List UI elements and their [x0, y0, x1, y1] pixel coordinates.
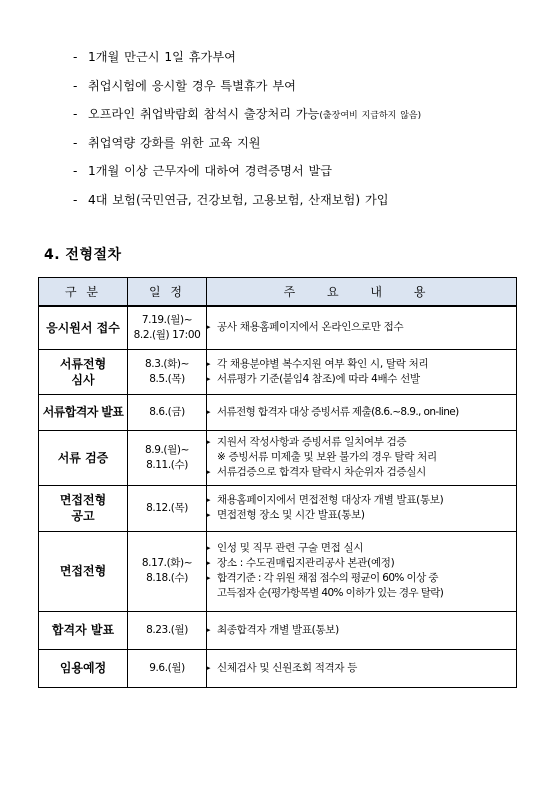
- stage-content: [207, 649, 517, 687]
- table-row: [39, 649, 517, 687]
- triangle-bullet-icon: ▸: [207, 323, 211, 332]
- content-text: 서류전형 합격자 대상 증빙서류 제출(8.6.~8.9., on-line): [217, 405, 459, 418]
- content-text: 고득점자 순(평가항목별 40% 이하가 있는 경우 탈락): [217, 587, 444, 599]
- content-text: 면접전형 장소 및 시간 발표(통보): [217, 509, 365, 521]
- content-item: [207, 357, 516, 372]
- stage-date: [128, 611, 207, 649]
- list-item: [73, 134, 421, 163]
- stage-content: [207, 394, 517, 430]
- dash-marker: -: [73, 78, 78, 93]
- benefit-text: 1개월 만근시 1일 휴가부여: [88, 50, 236, 64]
- stage-name-line: 임용예정: [59, 661, 107, 675]
- content-item: [207, 661, 516, 676]
- date-line: 8.2.(월) 17:00: [133, 328, 201, 341]
- stage-name-line: 서류전형: [59, 356, 107, 371]
- stage-content: [207, 349, 517, 394]
- benefit-text: 취업역량 강화를 위한 교육 지원: [88, 135, 261, 150]
- content-text: 지원서 작성사항과 증빙서류 일치여부 검증: [217, 436, 407, 448]
- benefits-list: [73, 48, 421, 219]
- benefit-text: 취업시험에 응시할 경우 특별휴가 부여: [88, 78, 296, 93]
- content-text: 합격기준 : 각 위원 채점 점수의 평균이 60% 이상 중: [217, 572, 438, 584]
- list-item: [73, 162, 421, 191]
- content-item: [207, 556, 516, 571]
- content-item: [207, 372, 516, 387]
- table-row: [39, 306, 517, 349]
- stage-name: [39, 649, 128, 687]
- content-text: 채용홈페이지에서 면접전형 대상자 개별 발표(통보): [217, 494, 444, 506]
- content-item: [207, 508, 516, 523]
- stage-name: [39, 611, 128, 649]
- content-item: [207, 435, 516, 450]
- content-item: [207, 571, 516, 586]
- header-schedule: 일 정: [128, 278, 207, 307]
- triangle-bullet-icon: ▸: [207, 574, 211, 582]
- triangle-bullet-icon: ▸: [207, 559, 211, 567]
- date-line: 8.11.(수): [146, 458, 188, 471]
- triangle-bullet-icon: ▸: [207, 359, 211, 368]
- stage-name-line: 응시원서 접수: [46, 320, 120, 335]
- benefit-note: (출장여비 지급하지 않음): [319, 111, 422, 121]
- list-item: [73, 77, 421, 106]
- dash-marker: -: [73, 50, 78, 64]
- content-note: ※ 증빙서류 미제출 및 보완 불가의 경우 탈락 처리: [217, 451, 437, 463]
- triangle-bullet-icon: ▸: [207, 468, 211, 476]
- table-header-row: [39, 278, 517, 307]
- date-line: 8.18.(수): [146, 572, 188, 584]
- stage-content: [207, 306, 517, 349]
- stage-name: [39, 531, 128, 611]
- stage-date: [128, 349, 207, 394]
- list-item: [73, 48, 421, 77]
- triangle-bullet-icon: ▸: [207, 625, 211, 634]
- content-text: 인성 및 직무 관련 구술 면접 실시: [217, 542, 364, 554]
- stage-name-line: 공고: [71, 509, 95, 523]
- content-text: 각 채용분야별 복수지원 여부 확인 시, 탈락 처리: [217, 357, 429, 370]
- benefit-text: 1개월 이상 근무자에 대하여 경력증명서 발급: [88, 164, 333, 178]
- triangle-bullet-icon: ▸: [207, 511, 211, 519]
- triangle-bullet-icon: ▸: [207, 544, 211, 552]
- stage-date: [128, 394, 207, 430]
- stage-name-line: 서류 검증: [57, 450, 109, 465]
- selection-procedure-table: [38, 277, 517, 688]
- stage-name: [39, 430, 128, 485]
- content-item: [207, 450, 516, 465]
- stage-content: [207, 485, 517, 531]
- content-text: 최종합격자 개별 발표(통보): [217, 623, 339, 636]
- triangle-bullet-icon: ▸: [207, 374, 211, 383]
- content-item: [207, 493, 516, 508]
- stage-content: [207, 611, 517, 649]
- triangle-bullet-icon: ▸: [207, 407, 211, 416]
- stage-date: [128, 531, 207, 611]
- content-text: 장소 : 수도권매립지관리공사 본관(예정): [217, 557, 395, 569]
- benefit-text: 4대 보험(국민연금, 건강보험, 고용보험, 산재보험) 가입: [88, 192, 389, 207]
- content-text: 서류검증으로 합격자 탈락시 차순위자 검증실시: [217, 466, 427, 478]
- stage-name: [39, 349, 128, 394]
- list-item: [73, 105, 421, 134]
- stage-name-line: 심사: [71, 372, 95, 387]
- content-item: [207, 623, 516, 638]
- stage-name-line: 면접전형: [59, 564, 107, 578]
- date-line: 8.17.(화)~: [141, 557, 193, 569]
- table-row: [39, 485, 517, 531]
- content-item: [207, 405, 516, 420]
- dash-marker: -: [73, 135, 78, 150]
- table-row: [39, 611, 517, 649]
- date-line: 8.12.(목): [146, 501, 188, 514]
- stage-name-line: 서류합격자 발표: [42, 405, 124, 419]
- stage-date: [128, 430, 207, 485]
- content-item: [207, 465, 516, 480]
- dash-marker: -: [73, 107, 78, 121]
- stage-date: [128, 485, 207, 531]
- date-line: 8.9.(월)~: [145, 443, 189, 456]
- stage-content: [207, 531, 517, 611]
- content-text: 공사 채용홈페이지에서 온라인으로만 접수: [217, 321, 404, 334]
- stage-name: [39, 394, 128, 430]
- date-line: 8.3.(화)~: [145, 357, 189, 370]
- stage-name: [39, 306, 128, 349]
- table-row: [39, 349, 517, 394]
- content-item: [207, 586, 516, 601]
- triangle-bullet-icon: ▸: [207, 663, 211, 672]
- date-line: 9.6.(월): [149, 661, 185, 674]
- date-line: 8.23.(월): [146, 623, 188, 636]
- triangle-bullet-icon: ▸: [207, 438, 211, 446]
- stage-name: [39, 485, 128, 531]
- stage-content: [207, 430, 517, 485]
- table-row: [39, 394, 517, 430]
- table-row: [39, 430, 517, 485]
- section-title: 4. 전형절차: [44, 247, 122, 263]
- date-line: 8.6.(금): [149, 405, 185, 418]
- header-content: 주 요 내 용: [207, 278, 517, 307]
- stage-date: [128, 306, 207, 349]
- list-item: [73, 191, 421, 220]
- benefit-text: 오프라인 취업박람회 참석시 출장처리 가능: [88, 107, 320, 121]
- dash-marker: -: [73, 192, 78, 207]
- header-category: 구 분: [39, 278, 128, 307]
- table-row: [39, 531, 517, 611]
- date-line: 7.19.(월)~: [141, 313, 193, 326]
- stage-date: [128, 649, 207, 687]
- stage-name-line: 면접전형: [59, 493, 107, 507]
- content-text: 서류평가 기준(붙임4 참조)에 따라 4배수 선발: [217, 372, 420, 385]
- date-line: 8.5.(목): [149, 372, 185, 385]
- triangle-bullet-icon: ▸: [207, 496, 211, 504]
- content-item: [207, 541, 516, 556]
- stage-name-line: 합격자 발표: [51, 623, 115, 637]
- content-text: 신체검사 및 신원조회 적격자 등: [217, 661, 358, 674]
- content-item: [207, 320, 516, 335]
- dash-marker: -: [73, 164, 78, 178]
